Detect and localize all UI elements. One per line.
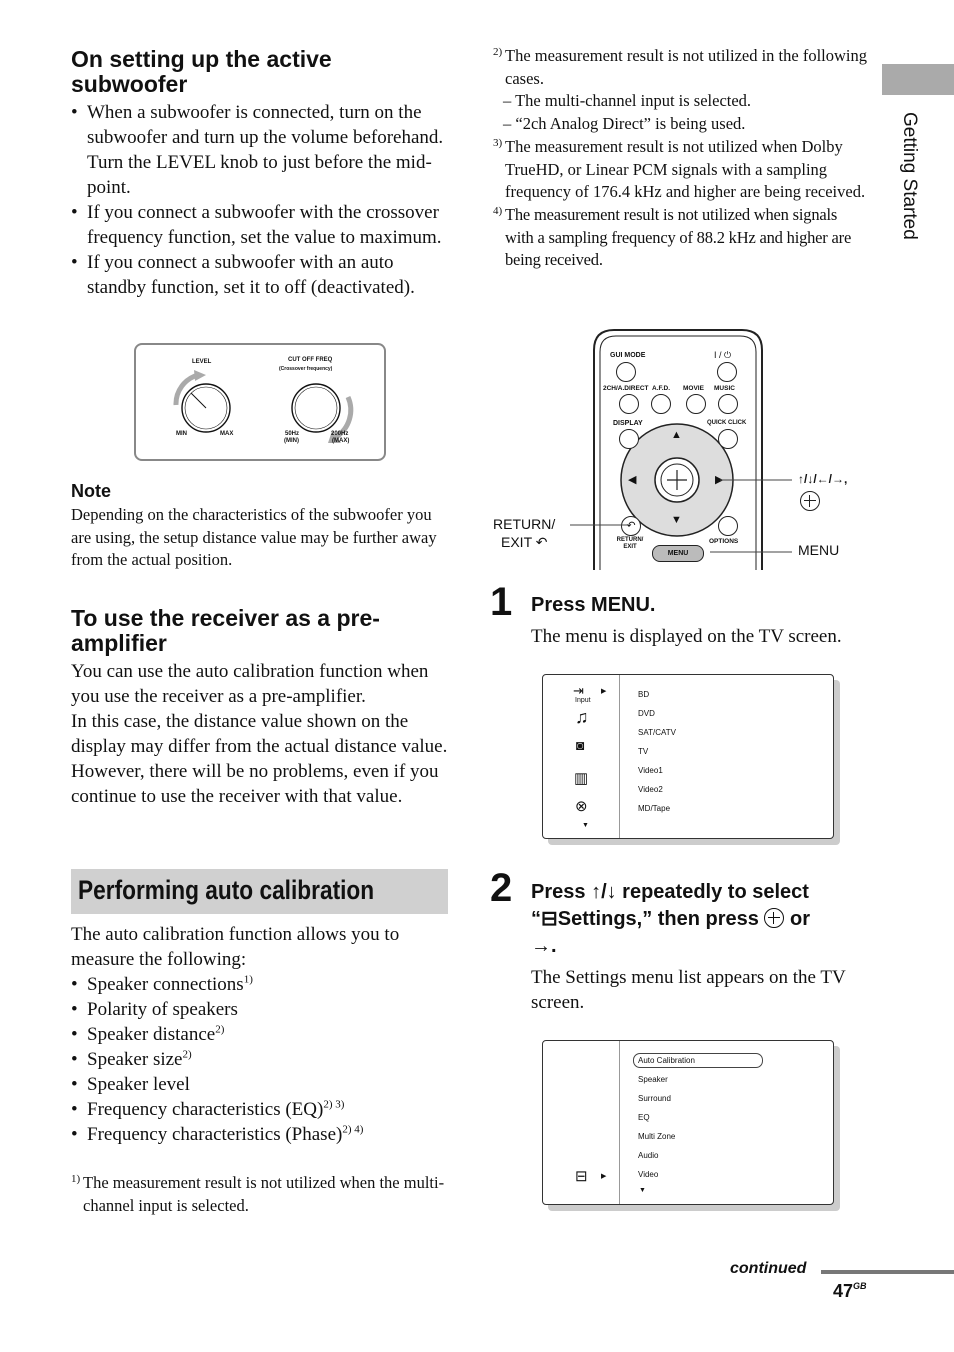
- menu-item[interactable]: Auto Calibration: [638, 1056, 695, 1065]
- menu-divider: [619, 1041, 620, 1204]
- input-label: Input: [575, 697, 591, 704]
- remote-power-label: I / ⏻: [714, 350, 732, 360]
- input-icon[interactable]: ⇥: [573, 683, 584, 698]
- preamp-text-1: You can use the auto calibration function when you use the receiver as a pre-amplifier.: [71, 661, 429, 707]
- subwoofer-bullet: • If you connect a subwoofer with an auto standby function, set it to off (deactivated).: [71, 250, 451, 300]
- gui-mode-button[interactable]: [616, 362, 636, 382]
- remote-return-label: RETURN/ EXIT: [616, 537, 644, 550]
- menu-item[interactable]: SAT/CATV: [638, 728, 676, 737]
- down-triangle-icon: ▼: [582, 821, 589, 829]
- camera-icon[interactable]: ◙: [576, 739, 585, 754]
- side-tab-label: Getting Started: [899, 112, 920, 240]
- footnote-2-dash: – The multi-channel input is selected.: [503, 91, 752, 111]
- footnotes-right: [493, 45, 868, 272]
- up-arrow-icon[interactable]: ▲: [671, 429, 682, 441]
- remote-2ch-label: 2CH/A.DIRECT: [603, 385, 649, 392]
- side-tab-marker: [882, 64, 954, 95]
- movie-button[interactable]: [686, 394, 706, 414]
- menu-item[interactable]: Speaker: [638, 1075, 668, 1084]
- menu-item[interactable]: Audio: [638, 1151, 659, 1160]
- continued-bar: [821, 1270, 954, 1274]
- subwoofer-knob-panel: [134, 343, 386, 461]
- measure-item: • Speaker size$^{2)}$: [71, 1047, 451, 1072]
- menu-item[interactable]: EQ: [638, 1113, 650, 1122]
- remote-music-label: MUSIC: [714, 385, 735, 392]
- callout-return-label: RETURN/: [493, 516, 556, 532]
- measure-item: • Speaker level: [71, 1072, 451, 1097]
- hz50-label: 50Hz: [285, 431, 300, 437]
- preamp-heading: To use the receiver as a pre-amplifier: [71, 605, 380, 656]
- enter-icon: [800, 491, 820, 511]
- preamp-body: [71, 659, 451, 809]
- hz200-sublabel: (MAX): [332, 438, 350, 444]
- menu-item[interactable]: DVD: [638, 709, 655, 718]
- callout-arrows-label: ↑/↓/←/→,: [798, 472, 848, 486]
- network-icon[interactable]: ⊗: [575, 799, 588, 815]
- footnote-2: 2) The measurement result is not utilized in the following cases.: [493, 46, 868, 88]
- step-2-title: Press ↑/↓ repeatedly to select “⊟Settings,” then press or →.: [531, 881, 811, 957]
- subwoofer-heading: On setting up the active subwoofer: [71, 46, 332, 97]
- level-label: LEVEL: [192, 359, 212, 365]
- hz200-label: 200Hz: [331, 431, 349, 437]
- remote-options-label: OPTIONS: [709, 538, 739, 545]
- footnote-2-dash: – “2ch Analog Direct” is being used.: [503, 114, 746, 134]
- toolbox-icon: ⊟: [541, 908, 558, 930]
- music-button[interactable]: [718, 394, 738, 414]
- left-arrow-icon[interactable]: ◀: [628, 474, 637, 486]
- remote-display-label: DISPLAY: [613, 420, 643, 427]
- page-number: $47^{GB}$: [833, 1281, 867, 1301]
- callout-menu-label: MENU: [798, 542, 840, 558]
- intro-text: The auto calibration function allows you to measure the following:: [71, 924, 400, 970]
- 2ch-button[interactable]: [619, 394, 639, 414]
- measure-item: • Frequency characteristics (EQ)$^{2) 3)}$: [71, 1097, 451, 1122]
- cutoff-sublabel: (Crossover frequency): [279, 366, 333, 372]
- max-label: MAX: [220, 431, 234, 437]
- menu-button[interactable]: MENU: [652, 545, 704, 562]
- subwoofer-bullets: [71, 100, 451, 300]
- remote-movie-label: MOVIE: [683, 385, 704, 392]
- measure-item: • Frequency characteristics (Phase)$^{2) 4)}$: [71, 1122, 451, 1147]
- callout-exit-label: EXIT ↶: [501, 534, 548, 550]
- film-icon[interactable]: ▥: [574, 771, 589, 787]
- footnote-3: 3) The measurement result is not utilized when Dolby TrueHD, or Linear PCM signals with a sampling frequency of 176.4 kHz and higher are being received.: [493, 136, 866, 202]
- menu-item[interactable]: Video1: [638, 766, 663, 775]
- continued-label: continued: [730, 1260, 807, 1277]
- menu-item[interactable]: Multi Zone: [638, 1132, 676, 1141]
- subwoofer-bullet: • When a subwoofer is connected, turn on the subwoofer and turn up the volume beforehand. Turn the LEVEL knob to just before the mid-point.: [71, 100, 451, 200]
- measure-item: • Speaker connections$^{1)}$: [71, 972, 451, 997]
- preamp-text-2: In this case, the distance value shown on the display may differ from the actual distance value. However, there will be no problems, even if you continue to use the receiver with that value.: [71, 711, 448, 807]
- menu-divider: [619, 675, 620, 838]
- menu-item[interactable]: Video: [638, 1170, 659, 1179]
- display-button[interactable]: [619, 429, 639, 449]
- step-2-desc: The Settings menu list appears on the TV screen.: [531, 967, 846, 1013]
- step-1-desc: The menu is displayed on the TV screen.: [531, 626, 842, 647]
- menu-item[interactable]: BD: [638, 690, 650, 699]
- menu-item[interactable]: Video2: [638, 785, 663, 794]
- enter-icon: [764, 908, 784, 928]
- step-1-number: 1: [490, 580, 513, 624]
- quick-click-button[interactable]: [718, 429, 738, 449]
- menu-item[interactable]: TV: [638, 747, 649, 756]
- menu-screen-1: [542, 674, 834, 839]
- down-arrow-icon[interactable]: ▼: [671, 514, 682, 526]
- menu-item[interactable]: Surround: [638, 1094, 671, 1103]
- remote-afd-label: A.F.D.: [652, 385, 671, 392]
- return-icon: ↶: [535, 534, 548, 550]
- measure-list: [71, 972, 451, 1147]
- cutoff-label: CUT OFF FREQ: [288, 357, 333, 363]
- settings-toolbox-icon[interactable]: ⊟: [575, 1169, 588, 1185]
- min-label: MIN: [176, 431, 187, 437]
- right-arrow-icon[interactable]: ▶: [715, 474, 724, 486]
- return-exit-button[interactable]: ↶: [621, 516, 641, 536]
- remote-quick-click-label: QUICK CLICK: [707, 420, 747, 426]
- subwoofer-bullet: • If you connect a subwoofer with the crossover frequency function, set the value to maximum.: [71, 200, 451, 250]
- section-banner-title: Performing auto calibration: [78, 875, 375, 905]
- menu-item[interactable]: MD/Tape: [638, 804, 671, 813]
- right-triangle-icon: ▶: [601, 1172, 607, 1180]
- music-icon[interactable]: ♫: [575, 707, 589, 727]
- remote-gui-mode-label: GUI MODE: [610, 352, 646, 359]
- measure-item: • Polarity of speakers: [71, 997, 451, 1022]
- menu-screen-2: [542, 1040, 834, 1205]
- step-2-number: 2: [490, 866, 513, 910]
- right-triangle-icon: ▶: [601, 687, 607, 695]
- down-triangle-icon: ▼: [639, 1186, 646, 1194]
- note-heading: Note: [71, 481, 111, 501]
- step-1-title: Press MENU.: [531, 594, 656, 616]
- footnote-4: 4) The measurement result is not utilized when signals with a sampling frequency of 88.2 kHz and higher are being received.: [493, 204, 852, 270]
- measure-item: • Speaker distance$^{2)}$: [71, 1022, 451, 1047]
- note-text: Depending on the characteristics of the subwoofer you are using, the setup distance value may be further away from the actual position.: [71, 505, 437, 570]
- remote-callouts: [560, 470, 800, 560]
- afd-button[interactable]: [651, 394, 671, 414]
- footnote-1: 1) The measurement result is not utilized when the multi-channel input is selected.: [71, 1173, 445, 1215]
- section-banner: [71, 869, 448, 914]
- side-tab: [872, 112, 932, 272]
- hz50-sublabel: (MIN): [284, 438, 299, 444]
- power-button[interactable]: [717, 362, 737, 382]
